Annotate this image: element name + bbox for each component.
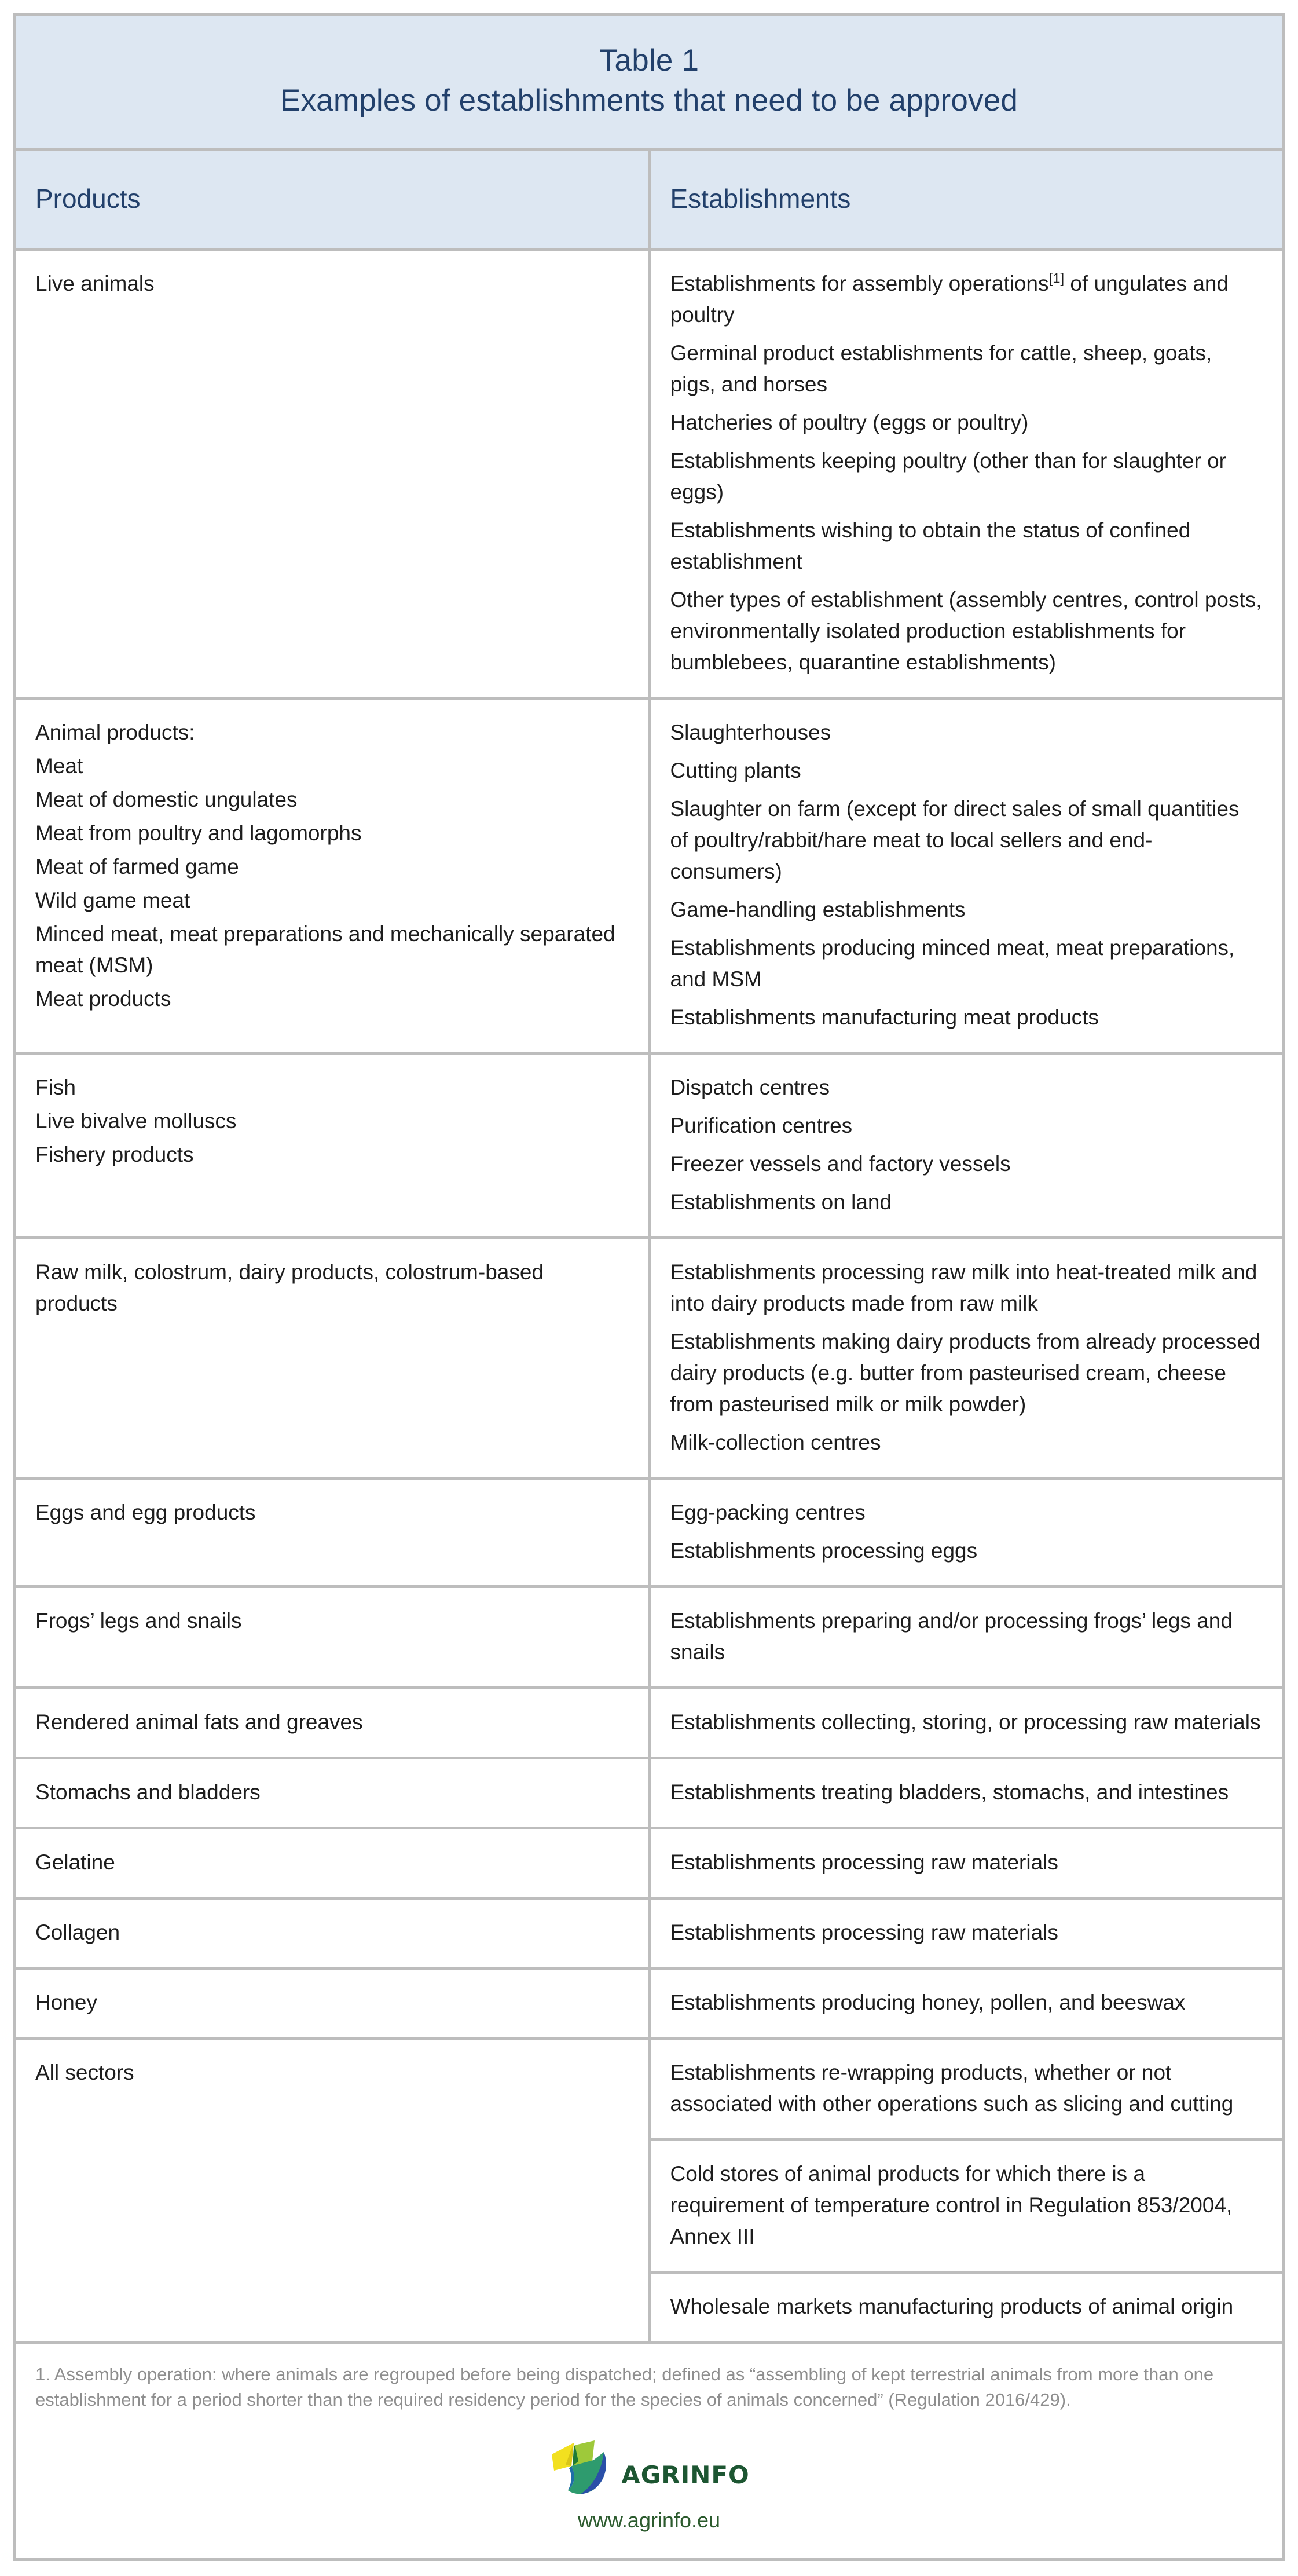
establishments-cell — [649, 1479, 1284, 1587]
product-line: Meat products — [35, 987, 171, 1011]
establishments-cell — [649, 1238, 1284, 1479]
establishment-line: Establishments re-wrapping products, whether or not associated with other operations such as slicing and cutting — [651, 2040, 1283, 2140]
product-line: Live bivalve molluscs — [35, 1109, 237, 1133]
establishment-line: Milk-collection centres — [670, 1430, 881, 1455]
establishment-subrow — [651, 2040, 1283, 2140]
column-header-products: Products — [14, 149, 650, 249]
table-title-row — [14, 14, 1284, 149]
establishment-line: Establishments processing raw milk into heat-treated milk and into dairy products made from raw milk — [670, 1260, 1257, 1316]
table-header-row — [14, 149, 1284, 249]
products-cell — [14, 1898, 650, 1968]
establishment-line: Establishments manufacturing meat products — [670, 1005, 1099, 1030]
establishments-cell — [649, 1758, 1284, 1828]
products-cell — [14, 1053, 650, 1238]
table-title-cell — [14, 14, 1284, 149]
establishment-line: Hatcheries of poultry (eggs or poultry) — [670, 410, 1029, 434]
product-line: Minced meat, meat preparations and mechanically separated meat (MSM) — [35, 922, 615, 978]
products-cell — [14, 698, 650, 1053]
products-cell — [14, 1479, 650, 1587]
products-cell — [14, 1828, 650, 1898]
column-header-establishments: Establishments — [649, 149, 1284, 249]
products-cell — [14, 1968, 650, 2039]
establishment-line: Purification centres — [670, 1114, 853, 1138]
establishment-subrow — [651, 2140, 1283, 2273]
establishment-line: Establishments wishing to obtain the status of confined establishment — [670, 518, 1191, 573]
establishment-line: Establishments processing raw materials — [670, 1920, 1058, 1945]
table-row — [14, 1587, 1284, 1688]
agrinfo-wordmark: AGRINFO — [621, 2461, 750, 2490]
table-row — [14, 1688, 1284, 1758]
establishment-line: Establishments treating bladders, stomachs, and intestines — [670, 1780, 1229, 1805]
establishment-line: Establishments making dairy products from already processed dairy products (e.g. butter from pasteurised cream, cheese from pasteurised milk or milk powder) — [670, 1330, 1261, 1417]
products-cell — [14, 1238, 650, 1479]
agrinfo-bird-leaf-icon — [548, 2435, 618, 2500]
establishments-cell — [649, 1587, 1284, 1688]
establishment-line: Dispatch centres — [670, 1075, 830, 1100]
footer-branding — [35, 2416, 1263, 2548]
establishment-line: Cutting plants — [670, 758, 801, 782]
establishment-line: Slaughter on farm (except for direct sales of small quantities of poultry/rabbit/hare meat to local sellers and end-consumers) — [670, 797, 1240, 884]
product-line: Frogs’ legs and snails — [35, 1609, 242, 1633]
products-cell — [14, 1587, 650, 1688]
table-row — [14, 1479, 1284, 1587]
establishment-line: Establishments processing eggs — [670, 1539, 978, 1563]
product-line: Honey — [35, 1990, 97, 2015]
agrinfo-logo — [548, 2435, 750, 2500]
table-row — [14, 2039, 1284, 2343]
table-row — [14, 698, 1284, 1053]
product-line: Animal products: — [35, 720, 195, 744]
footnote-marker: [1] — [1048, 270, 1065, 287]
product-line: Stomachs and bladders — [35, 1780, 261, 1805]
establishments-cell — [649, 1968, 1284, 2039]
table-title-line-2: Examples of establishments that need to be approved — [280, 83, 1018, 118]
table-row — [14, 1898, 1284, 1968]
table-row — [14, 1968, 1284, 2039]
establishment-line: Freezer vessels and factory vessels — [670, 1152, 1011, 1176]
product-line: Rendered animal fats and greaves — [35, 1710, 363, 1735]
product-line: Meat from poultry and lagomorphs — [35, 821, 362, 846]
establishment-line: Cold stores of animal products for which there is a requirement of temperature control in Regulation 853/2004, Annex III — [651, 2140, 1283, 2273]
product-line: Fish — [35, 1075, 76, 1100]
establishment-line: Establishments on land — [670, 1190, 892, 1214]
establishment-line: Game-handling establishments — [670, 898, 966, 922]
establishment-line: Establishments for assembly operations[1] of ungulates and poultry — [670, 270, 1229, 327]
establishment-line: Establishments preparing and/or processing frogs’ legs and snails — [670, 1609, 1233, 1664]
products-cell — [14, 1688, 650, 1758]
products-cell — [14, 1758, 650, 1828]
product-line: Fishery products — [35, 1143, 194, 1167]
table-row — [14, 1238, 1284, 1479]
establishment-line: Other types of establishment (assembly centres, control posts, environmentally isolated production establishments for bumblebees, quarantine establishments) — [670, 587, 1262, 674]
establishment-line: Establishments producing minced meat, meat preparations, and MSM — [670, 936, 1235, 991]
footnote-text: 1. Assembly operation: where animals are regrouped before being dispatched; defined as “assembling of kept terrestrial animals from more than one establishment for a period shorter than the required residency period for the species of animals concerned” (Regulation 2016/429). — [35, 2363, 1214, 2410]
establishment-line: Wholesale markets manufacturing products of animal origin — [651, 2273, 1283, 2341]
establishments-cell-grouped — [649, 2039, 1284, 2343]
product-line: Raw milk, colostrum, dairy products, colostrum-based products — [35, 1260, 544, 1316]
establishments-cell — [649, 1688, 1284, 1758]
product-line: Meat — [35, 753, 83, 778]
table-row — [14, 249, 1284, 698]
product-line: All sectors — [35, 2061, 134, 2085]
product-line: Live animals — [35, 271, 155, 295]
establishments-cell — [649, 1053, 1284, 1238]
establishments-cell — [649, 698, 1284, 1053]
agrinfo-url[interactable]: www.agrinfo.eu — [577, 2508, 721, 2532]
product-line: Meat of farmed game — [35, 855, 239, 879]
establishment-line: Establishments collecting, storing, or processing raw materials — [670, 1710, 1261, 1735]
establishment-line: Establishments processing raw materials — [670, 1850, 1058, 1875]
product-line: Gelatine — [35, 1850, 115, 1875]
table-row — [14, 1053, 1284, 1238]
product-line: Collagen — [35, 1920, 120, 1945]
establishment-line: Establishments producing honey, pollen, and beeswax — [670, 1990, 1186, 2015]
product-line: Eggs and egg products — [35, 1501, 256, 1525]
product-line: Meat of domestic ungulates — [35, 788, 298, 811]
approved-establishments-table — [13, 13, 1285, 2561]
establishments-cell — [649, 249, 1284, 698]
establishment-line: Germinal product establishments for cattle, sheep, goats, pigs, and horses — [670, 341, 1212, 396]
establishments-cell — [649, 1828, 1284, 1898]
products-cell — [14, 249, 650, 698]
footnote-cell — [14, 2343, 1284, 2559]
table-row — [14, 1828, 1284, 1898]
establishment-line: Establishments keeping poultry (other than for slaughter or eggs) — [670, 448, 1226, 504]
table-row — [14, 1758, 1284, 1828]
establishments-cell — [649, 1898, 1284, 1968]
establishment-line: Egg-packing centres — [670, 1501, 866, 1525]
footnote-row — [14, 2343, 1284, 2559]
products-cell — [14, 2039, 650, 2343]
table-title-line-1: Table 1 — [599, 43, 699, 78]
product-line: Wild game meat — [35, 888, 190, 913]
establishment-subrow — [651, 2273, 1283, 2341]
establishment-line: Slaughterhouses — [670, 720, 831, 744]
